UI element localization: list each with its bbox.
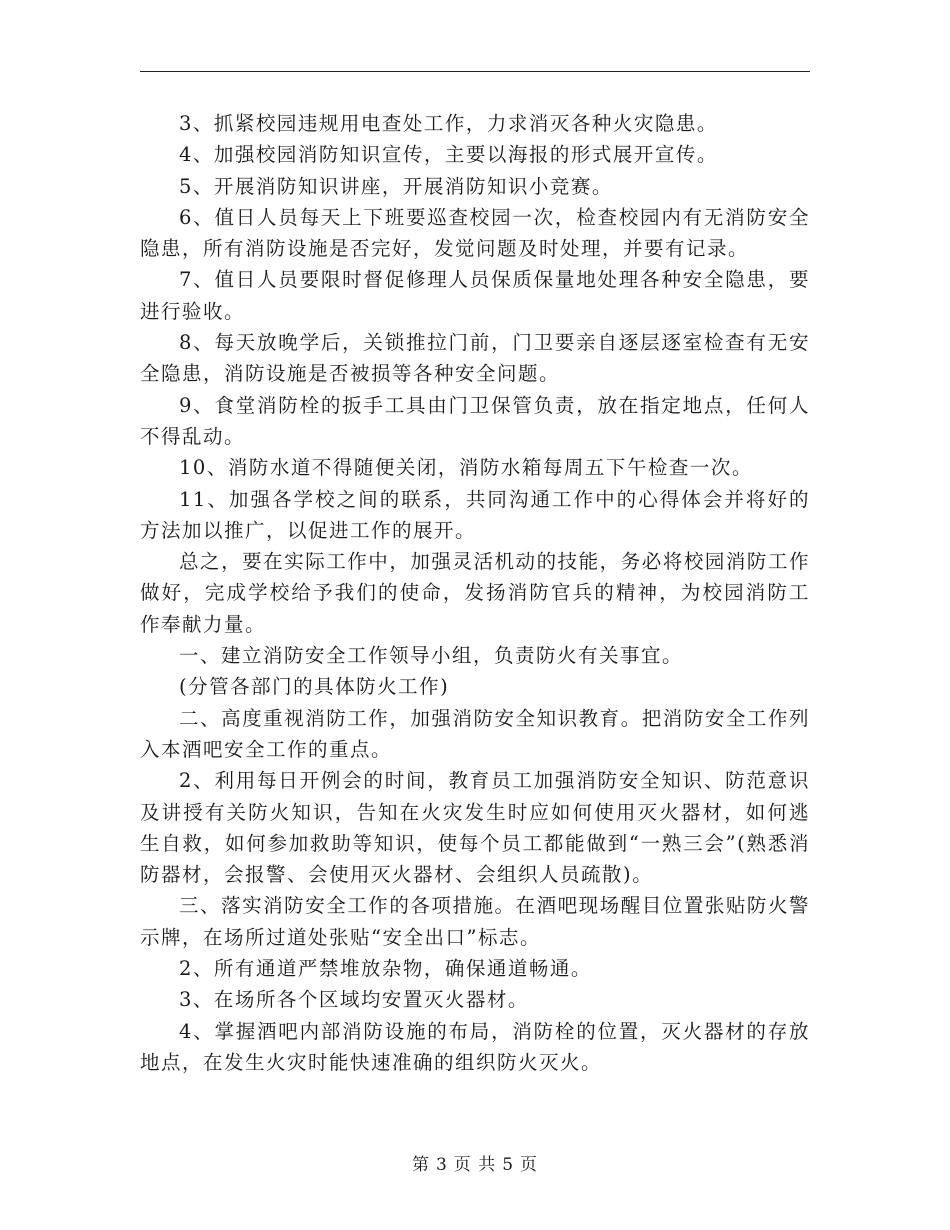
footer-middle: 页 共 — [453, 1155, 497, 1175]
paragraph: 3、抓紧校园违规用电查处工作，力求消灭各种火灾隐患。 — [179, 112, 718, 135]
paragraph: 11、加强各学校之间的联系，共同沟通工作中的心得体会并将好的方法加以推广，以促进工作的展开。 — [140, 487, 810, 542]
paragraph: (分管各部门的具体防火工作) — [179, 675, 450, 699]
paragraph: 7、值日人员要限时督促修理人员保质保量地处理各种安全隐患，要进行验收。 — [140, 268, 810, 323]
document-body — [140, 108, 810, 1078]
footer-suffix: 页 — [520, 1155, 539, 1175]
paragraph: 5、开展消防知识讲座，开展消防知识小竞赛。 — [179, 174, 613, 198]
paragraph: 4、加强校园消防知识宣传，主要以海报的形式展开宣传。 — [179, 143, 718, 167]
paragraph: 4、掌握酒吧内部消防设施的布局，消防栓的位置，灭火器材的存放地点，在发生火灾时能快速准确的组织防火灭火。 — [140, 1019, 810, 1074]
header-rule — [140, 71, 810, 72]
paragraph: 6、值日人员每天上下班要巡查校园一次，检查校园内有无消防安全隐患，所有消防设施是否完好，发觉问题及时处理，并要有记录。 — [140, 205, 810, 261]
page-footer — [0, 1153, 950, 1177]
footer-prefix: 第 — [411, 1155, 430, 1175]
paragraph: 9、食堂消防栓的扳手工具由门卫保管负责，放在指定地点，任何人不得乱动。 — [140, 393, 810, 448]
total-page-count: 5 — [502, 1155, 515, 1175]
paragraph: 3、在场所各个区域均安置灭火器材。 — [179, 988, 529, 1012]
paragraph: 2、利用每日开例会的时间，教育员工加强消防安全知识、防范意识及讲授有关防火知识，告知在火灾发生时应如何使用灭火器材，如何逃生自救，如何参加救助等知识，使每个员工都能做到“一熟三会”(熟悉消防器材，会报警、会使用灭火器材、会组织人员疏散)。 — [140, 769, 810, 887]
paragraph: 二、高度重视消防工作，加强消防安全知识教育。把消防安全工作列入本酒吧安全工作的重点。 — [140, 706, 810, 761]
paragraph: 总之，要在实际工作中，加强灵活机动的技能，务必将校园消防工作做好，完成学校给予我们的使命，发扬消防官兵的精神，为校园消防工作奉献力量。 — [140, 550, 810, 636]
paragraph: 三、落实消防安全工作的各项措施。在酒吧现场醒目位置张贴防火警示牌，在场所过道处张贴“安全出口”标志。 — [140, 894, 810, 949]
paragraph: 10、消防水道不得随便关闭，消防水箱每周五下午检查一次。 — [179, 456, 753, 480]
paragraph: 8、每天放晚学后，关锁推拉门前，门卫要亲自逐层逐室检查有无安全隐患，消防设施是否被损等各种安全问题。 — [140, 331, 810, 386]
current-page-number: 3 — [435, 1155, 448, 1175]
paragraph: 一、建立消防安全工作领导小组，负责防火有关事宜。 — [179, 644, 684, 668]
paragraph: 2、所有通道严禁堆放杂物，确保通道畅通。 — [179, 957, 592, 981]
